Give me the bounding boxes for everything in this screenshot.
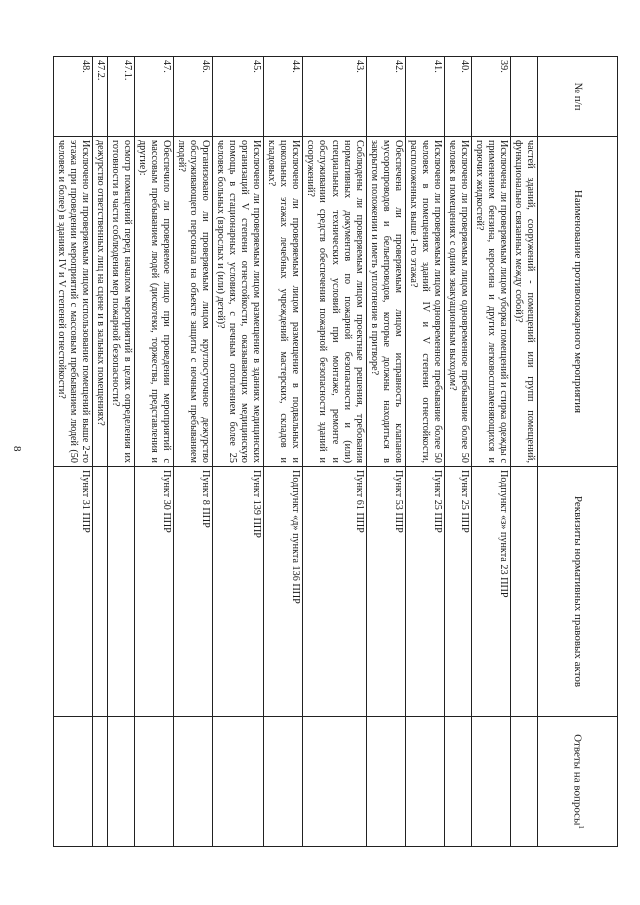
row-measure: осмотр помещений перед началом мероприятий в целях определения их готовности в части соблюдения мер пожарной безопасности? xyxy=(107,137,134,467)
row-answer xyxy=(92,717,107,847)
row-reference xyxy=(92,467,107,717)
table-row xyxy=(174,57,213,847)
table-row xyxy=(92,57,107,847)
row-reference: Подпункт «д» пункта 136 ППР xyxy=(264,467,303,717)
row-number: 42. xyxy=(366,57,405,137)
table-row xyxy=(366,57,405,847)
row-number: 45. xyxy=(213,57,264,137)
row-number: 41. xyxy=(405,57,444,137)
row-reference xyxy=(107,467,134,717)
table-row xyxy=(53,57,92,847)
table-row xyxy=(444,57,471,847)
row-reference: Пункт 61 ППР xyxy=(303,467,366,717)
row-answer xyxy=(303,717,366,847)
row-reference: Пункт 31 ППР xyxy=(53,467,92,717)
table-row xyxy=(135,57,174,847)
row-reference: Пункт 25 ППР xyxy=(444,467,471,717)
table-row xyxy=(107,57,134,847)
row-answer xyxy=(53,717,92,847)
header-number: № п/п xyxy=(538,57,618,137)
table-row xyxy=(213,57,264,847)
row-number: 47.2. xyxy=(92,57,107,137)
table-row xyxy=(303,57,366,847)
table-row xyxy=(471,57,510,847)
row-measure: Исключена ли проверяемым лицом уборка помещений и стирка одежды с применением бензина, керосина и других легковоспламеняющихся и горючих жидкостей? xyxy=(471,137,510,467)
row-answer xyxy=(444,717,471,847)
row-measure: Обеспечена ли проверяемым лицом исправность клапанов мусоропроводов и бельепроводов, которые должны находиться в закрытом положении и иметь уплотнение в притворе? xyxy=(366,137,405,467)
row-measure: Обеспечило ли проверяемое лицо при проведении мероприятий с массовым пребыванием людей (дискотеки, торжества, представления и другие): xyxy=(135,137,174,467)
table-row xyxy=(510,57,537,847)
row-reference: Пункт 25 ППР xyxy=(405,467,444,717)
row-measure: Исключено ли проверяемым лицом одновременное пребывание более 50 человек в помещениях зданий IV и V степени огнестойкости, расположенных выше 1-го этажа? xyxy=(405,137,444,467)
row-reference: Подпункт «з» пункта 23 ППР xyxy=(471,467,510,717)
row-number: 48. xyxy=(53,57,92,137)
row-number xyxy=(510,57,537,137)
header-answers-label: Ответы на вопросы xyxy=(571,734,584,826)
row-number: 47.1. xyxy=(107,57,134,137)
row-answer xyxy=(213,717,264,847)
row-answer xyxy=(366,717,405,847)
row-answer xyxy=(510,717,537,847)
row-number: 39. xyxy=(471,57,510,137)
checklist-table xyxy=(53,56,618,847)
row-number: 46. xyxy=(174,57,213,137)
row-measure: частей зданий, сооружений - помещений или групп помещений, функционально связанных между собой)? xyxy=(510,137,537,467)
row-answer xyxy=(405,717,444,847)
row-measure: Исключено ли проверяемым лицом размещение в подвальных и цокольных этажах лечебных учреждений мастерских, складов и кладовых? xyxy=(264,137,303,467)
checklist-sheet xyxy=(55,56,618,846)
row-measure: Соблюдены ли проверяемым лицом проектные решения, требования нормативных документов по пожарной безопасности и (или) специальных технических условий при монтаже, ремонте и обслуживании средств обеспечения пожарной безопасности зданий и сооружений? xyxy=(303,137,366,467)
row-reference: Пункт 30 ППР xyxy=(135,467,174,717)
row-number: 40. xyxy=(444,57,471,137)
page-number: 8 xyxy=(11,446,23,452)
table-row xyxy=(264,57,303,847)
table-row xyxy=(405,57,444,847)
table-header-row xyxy=(538,57,618,847)
row-answer xyxy=(264,717,303,847)
header-answers xyxy=(538,717,618,847)
row-reference xyxy=(510,467,537,717)
row-measure: Организовано ли проверяемым лицом круглосуточное дежурство обслуживающего персонала на объекте защиты с ночным пребыванием людей? xyxy=(174,137,213,467)
row-measure: Исключено ли проверяемым лицом использование помещений выше 2-го этажа при проведении мероприятий с массовым пребыванием людей (50 человек и более) в зданиях IV и V степеней огнестойкости? xyxy=(53,137,92,467)
header-legal-reference: Реквизиты нормативных правовых актов xyxy=(538,467,618,717)
row-number: 44. xyxy=(264,57,303,137)
row-measure: Исключено ли проверяемым лицом одновременное пребывание более 50 человек в помещениях с одним эвакуационным выходом? xyxy=(444,137,471,467)
row-measure: Исключено ли проверяемым лицом размещение в зданиях медицинских организаций V степени огнестойкости, оказывающих медицинскую помощь в стационарных условиях, с печным отоплением более 25 человек больных (взрослых и (или) детей)? xyxy=(213,137,264,467)
header-answers-footnote: 1 xyxy=(576,825,585,829)
row-answer xyxy=(107,717,134,847)
row-answer xyxy=(471,717,510,847)
row-reference: Пункт 139 ППР xyxy=(213,467,264,717)
row-reference: Пункт 53 ППР xyxy=(366,467,405,717)
row-reference: Пункт 8 ППР xyxy=(174,467,213,717)
header-measure-name: Наименование противопожарного мероприятия xyxy=(538,137,618,467)
row-answer xyxy=(135,717,174,847)
row-number: 47. xyxy=(135,57,174,137)
row-answer xyxy=(174,717,213,847)
row-number: 43. xyxy=(303,57,366,137)
row-measure: дежурство ответственных лиц на сцене и в зальных помещениях? xyxy=(92,137,107,467)
